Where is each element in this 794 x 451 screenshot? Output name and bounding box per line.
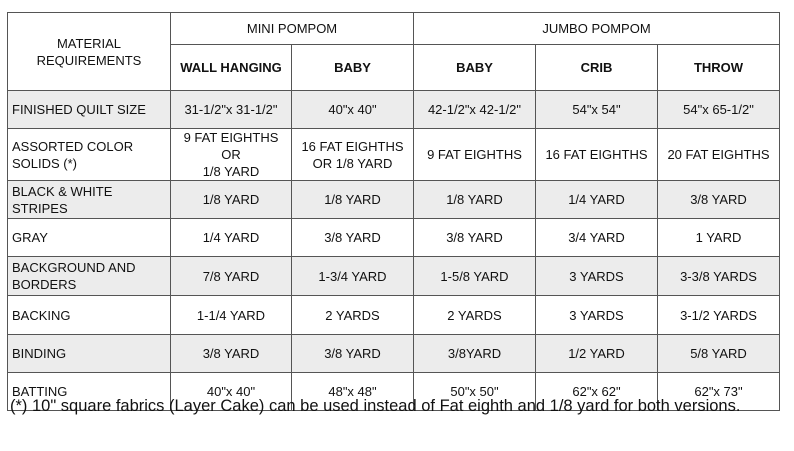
column-header-throw: THROW xyxy=(658,45,780,91)
table-cell xyxy=(414,129,536,181)
material-header-line2: REQUIREMENTS xyxy=(36,52,142,68)
row-label-line: BLACK & WHITE STRIPES xyxy=(12,183,113,216)
row-label-line: GRAY xyxy=(12,230,48,245)
row-label xyxy=(8,219,171,257)
table-cell xyxy=(292,335,414,373)
table-cell xyxy=(536,257,658,296)
cell-line: 62"x 62" xyxy=(572,384,621,399)
column-header-wall-hanging: WALL HANGING xyxy=(171,45,292,91)
row-label-line: BACKGROUND AND xyxy=(12,260,136,275)
cell-line: 48"x 48" xyxy=(328,384,377,399)
table-cell xyxy=(171,335,292,373)
column-header-mini-baby: BABY xyxy=(292,45,414,91)
table-row xyxy=(8,181,780,219)
cell-line: 3/8 YARD xyxy=(324,230,381,245)
header-row-groups xyxy=(8,13,780,45)
table-cell xyxy=(171,181,292,219)
table-row xyxy=(8,257,780,296)
row-label-line: BINDING xyxy=(12,346,67,361)
table-cell xyxy=(414,335,536,373)
table-cell xyxy=(292,296,414,335)
table-row xyxy=(8,91,780,129)
cell-line: 1/8 YARD xyxy=(324,192,381,207)
cell-line: 16 FAT EIGHTHS xyxy=(301,138,404,154)
cell-line: 54"x 54" xyxy=(572,102,621,117)
cell-line: 3/8 YARD xyxy=(324,346,381,361)
cell-line: 1/8 YARD xyxy=(202,164,260,179)
row-label-line: ASSORTED COLOR xyxy=(12,138,134,154)
cell-line: 40"x 40" xyxy=(206,384,256,399)
row-label xyxy=(8,296,171,335)
table-cell xyxy=(536,91,658,129)
table-cell xyxy=(536,129,658,181)
table-cell xyxy=(658,219,780,257)
cell-line: 1/4 YARD xyxy=(568,192,625,207)
cell-line: 1/8 YARD xyxy=(202,192,260,207)
cell-line: 5/8 YARD xyxy=(690,346,747,361)
table-row xyxy=(8,129,780,181)
cell-line: 3/8 YARD xyxy=(690,192,747,207)
table-cell xyxy=(536,335,658,373)
column-header-jumbo-baby: BABY xyxy=(414,45,536,91)
cell-line: 3-3/8 YARDS xyxy=(680,268,757,284)
table-cell xyxy=(658,335,780,373)
cell-line: 42-1/2"x 42-1/2" xyxy=(427,102,522,117)
table-cell xyxy=(292,181,414,219)
cell-line: 1-5/8 YARD xyxy=(440,268,509,284)
row-label-line: BATTING xyxy=(12,384,68,399)
group-header-mini-pompom: MINI POMPOM xyxy=(171,13,414,45)
material-requirements-table xyxy=(7,12,780,411)
cell-line: 20 FAT EIGHTHS xyxy=(667,147,770,162)
cell-line: OR 1/8 YARD xyxy=(312,155,393,171)
footnote: (*) 10" square fabrics (Layer Cake) can be used instead of Fat eighth and 1/8 yard for both versions. xyxy=(10,397,741,415)
cell-line: 54"x 65-1/2" xyxy=(683,102,754,117)
table-cell xyxy=(292,219,414,257)
cell-line: 1/8 YARD xyxy=(446,192,503,207)
row-label-line: SOLIDS (*) xyxy=(12,155,78,171)
material-requirements-header xyxy=(8,13,171,91)
cell-line: 3 YARDS xyxy=(569,307,624,323)
row-label-line: BORDERS xyxy=(12,277,77,292)
cell-line: 16 FAT EIGHTHS xyxy=(545,147,648,162)
table-cell xyxy=(658,181,780,219)
cell-line: 7/8 YARD xyxy=(202,268,260,284)
table-cell xyxy=(414,181,536,219)
cell-line: 1/2 YARD xyxy=(568,346,625,361)
table-row xyxy=(8,296,780,335)
cell-line: 2 YARDS xyxy=(447,307,502,323)
row-label xyxy=(8,129,171,181)
cell-line: 9 FAT EIGHTHS OR xyxy=(183,130,279,162)
table-cell xyxy=(414,91,536,129)
row-label xyxy=(8,335,171,373)
column-header-crib: CRIB xyxy=(536,45,658,91)
cell-line: 3/8 YARD xyxy=(202,346,260,361)
table-cell xyxy=(171,129,292,181)
table-cell xyxy=(171,296,292,335)
table-cell xyxy=(414,296,536,335)
cell-line: 31-1/2"x 31-1/2" xyxy=(184,102,278,117)
cell-line: 3/8YARD xyxy=(447,346,502,361)
table-cell xyxy=(292,91,414,129)
table-cell xyxy=(536,181,658,219)
table-cell xyxy=(658,257,780,296)
row-label xyxy=(8,181,171,219)
cell-line: 2 YARDS xyxy=(325,307,380,323)
cell-line: 62"x 73" xyxy=(694,384,743,399)
row-label xyxy=(8,257,171,296)
table-cell xyxy=(292,257,414,296)
cell-line: 1-3/4 YARD xyxy=(318,268,387,284)
cell-line: 3/4 YARD xyxy=(568,230,625,245)
cell-line: 9 FAT EIGHTHS xyxy=(427,147,522,162)
row-label-line: BACKING xyxy=(12,307,71,323)
cell-line: 3-1/2 YARDS xyxy=(680,307,757,323)
cell-line: 3 YARDS xyxy=(569,268,624,284)
table-body xyxy=(8,91,780,411)
cell-line: 1 YARD xyxy=(695,230,742,245)
cell-line: 40"x 40" xyxy=(328,102,377,117)
table-cell xyxy=(171,91,292,129)
cell-line: 1/4 YARD xyxy=(202,230,260,245)
table-row xyxy=(8,219,780,257)
row-label-line: FINISHED QUILT SIZE xyxy=(12,102,146,117)
table-cell xyxy=(171,257,292,296)
cell-line: 3/8 YARD xyxy=(446,230,503,245)
group-header-jumbo-pompom: JUMBO POMPOM xyxy=(414,13,780,45)
table-cell xyxy=(658,91,780,129)
table-cell xyxy=(414,219,536,257)
material-header-line1: MATERIAL xyxy=(56,35,122,51)
row-label xyxy=(8,91,171,129)
table-cell xyxy=(536,296,658,335)
cell-line: 50"x 50" xyxy=(450,384,499,399)
cell-line: 1-1/4 YARD xyxy=(196,307,266,323)
table-cell xyxy=(658,129,780,181)
table-cell xyxy=(414,257,536,296)
table-cell xyxy=(658,296,780,335)
table-row xyxy=(8,335,780,373)
table-cell xyxy=(171,219,292,257)
table-cell xyxy=(536,219,658,257)
table-cell xyxy=(292,129,414,181)
